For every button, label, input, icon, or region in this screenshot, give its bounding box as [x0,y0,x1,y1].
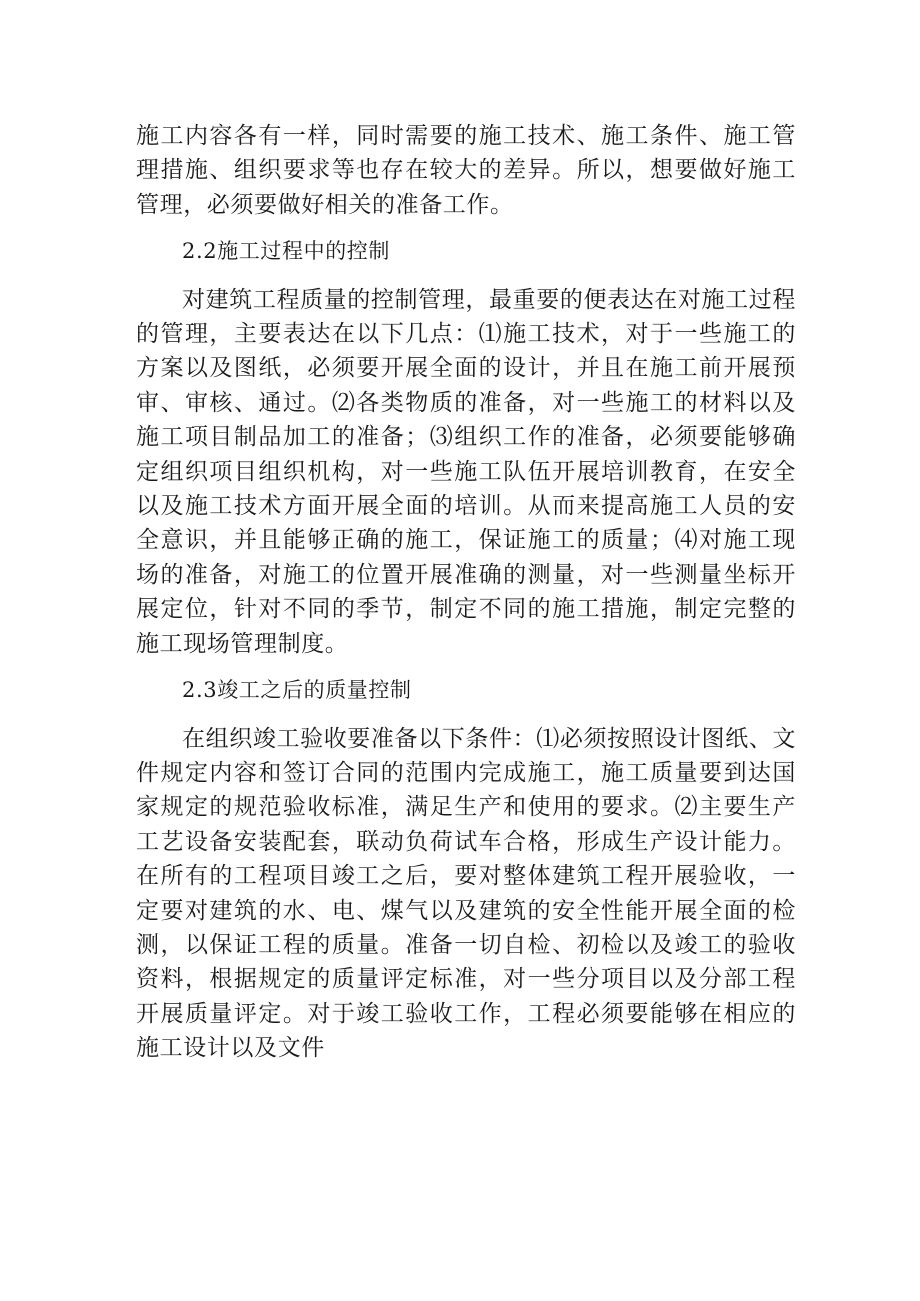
section-heading-2-3: 2.3竣工之后的质量控制 [182,678,412,703]
paragraph-completion-quality-control: 在组织竣工验收要准备以下条件：⑴必须按照设计图纸、文件规定内容和签订合同的范围内完成施工，施工质量要到达国家规定的规范验收标准，满足生产和使用的要求。⑵主要生产工艺设备安装配套，联动负荷试车合格，形成生产设计能力。在所有的工程项目竣工之后，要对整体建筑工程开展验收，一定要对建筑的水、电、煤气以及建筑的安全性能开展全面的检测，以保证工程的质量。准备一切自检、初检以及竣工的验收资料，根据规定的质量评定标准，对一些分项目以及分部工程开展质量评定。对于竣工验收工作，工程必须要能够在相应的施工设计以及文件 [136,725,796,1062]
paragraph-construction-process-control: 对建筑工程质量的控制管理，最重要的便表达在对施工过程的管理，主要表达在以下几点：⑴施工技术，对于一些施工的方案以及图纸，必须要开展全面的设计，并且在施工前开展预审、审核、通过。⑵各类物质的准备，对一些施工的材料以及施工项目制品加工的准备；⑶组织工作的准备，必须要能够确定组织项目组织机构，对一些施工队伍开展培训教育，在安全以及施工技术方面开展全面的培训。从而来提高施工人员的安全意识，并且能够正确的施工，保证施工的质量；⑷对施工现场的准备，对施工的位置开展准确的测量，对一些测量坐标开展定位，针对不同的季节，制定不同的施工措施，制定完整的施工现场管理制度。 [136,286,796,657]
document-body [136,119,796,1066]
paragraph-intro-continuation: 施工内容各有一样，同时需要的施工技术、施工条件、施工管理措施、组织要求等也存在较大的差异。所以，想要做好施工管理，必须要做好相关的准备工作。 [136,123,796,218]
section-heading-2-2: 2.2施工过程中的控制 [182,239,390,264]
